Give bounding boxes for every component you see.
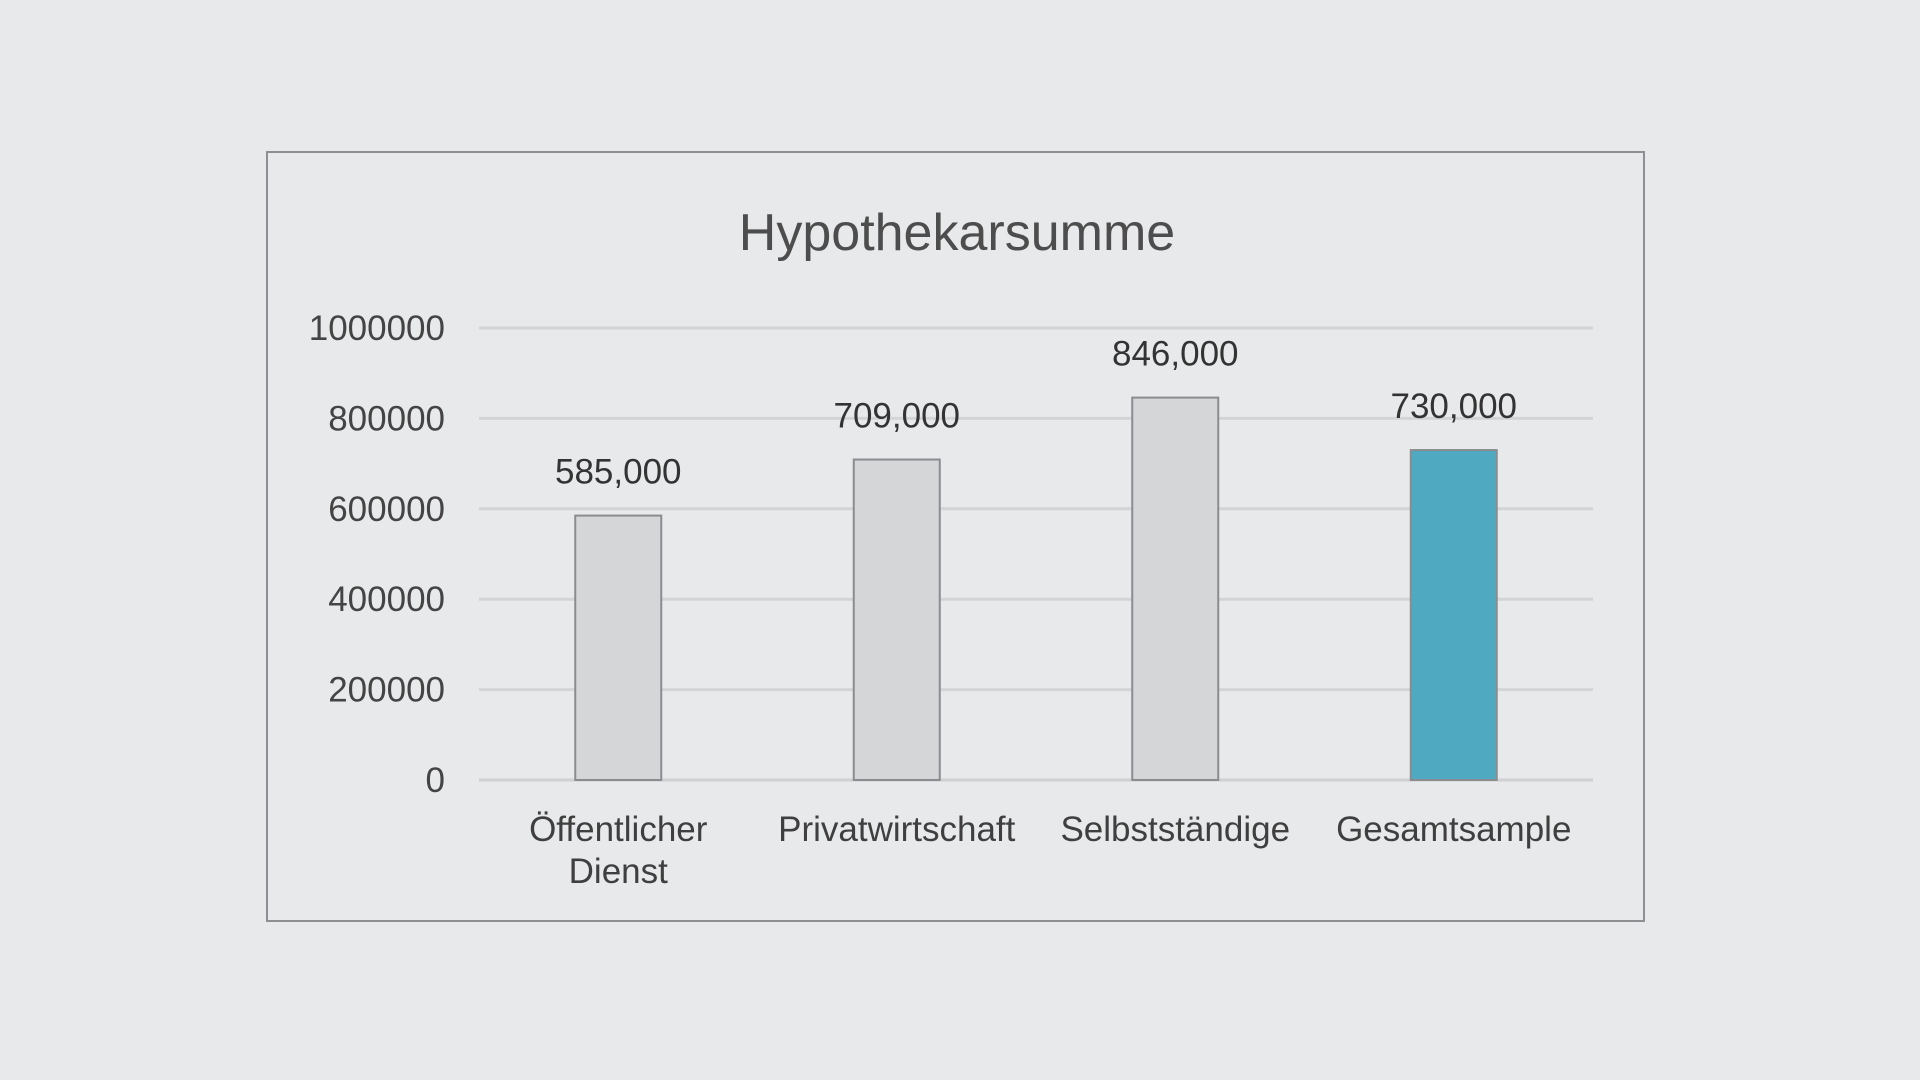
y-tick-label: 800000 (328, 399, 445, 439)
y-tick-label: 400000 (328, 580, 445, 620)
data-labels (555, 335, 1517, 492)
y-tick-label: 0 (425, 761, 445, 800)
chart-title: Hypothekarsumme (738, 204, 1176, 262)
x-tick-label: Dienst (568, 852, 668, 891)
x-axis-ticks (529, 810, 1571, 891)
data-label: 709,000 (833, 396, 961, 436)
data-label: 846,000 (1111, 334, 1239, 374)
bar (575, 516, 661, 780)
x-tick-label: Selbstständige (1060, 810, 1291, 849)
bar (1132, 398, 1218, 780)
x-tick-label: Öffentlicher (529, 810, 708, 849)
y-tick-label: 200000 (328, 670, 445, 710)
y-axis-ticks (309, 309, 445, 800)
data-label: 585,000 (554, 452, 682, 492)
x-tick-label: Privatwirtschaft (778, 810, 1016, 849)
chart-frame (266, 151, 1645, 922)
bars (575, 398, 1497, 780)
data-label: 730,000 (1390, 387, 1518, 427)
bar (1411, 450, 1497, 780)
y-tick-label: 600000 (328, 489, 445, 529)
bar-chart (268, 153, 1643, 920)
y-tick-label: 1000000 (308, 309, 445, 348)
bar (854, 460, 940, 780)
x-tick-label: Gesamtsample (1336, 810, 1572, 849)
